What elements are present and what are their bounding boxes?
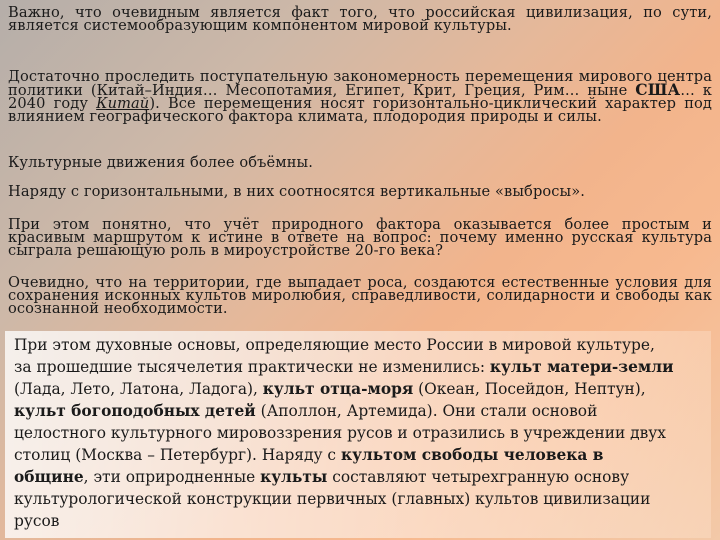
cult-divine-children: культ богоподобных детей	[14, 402, 256, 420]
text-run: , эти оприродненные	[83, 468, 261, 486]
paragraph-vertical-bursts: Наряду с горизонтальными, в них соотносятся вертикальные «выбросы».	[8, 183, 586, 200]
usa-emphasis: США	[635, 80, 681, 100]
paragraph-natural-factor: При этом понятно, что учёт природного фактора оказывается более простым и красивым маршрутом к истине в ответе на вопрос: почему именно русская культура сыграла решающую роль в мироустройстве 20-го века?	[8, 216, 712, 259]
paragraph-spiritual-foundations	[14, 334, 674, 532]
text-run: составляют четырехгранную основу культурологической конструкции первичных (главных) культов цивилизации русов	[14, 468, 651, 530]
china-underlined: Китай	[96, 95, 150, 113]
paragraph-dew-territory: Очевидно, что на территории, где выпадает роса, создаются естественные условия для сохранения исконных культов миролюбия, справедливости, солидарности и свободы как осознанной необходимости.	[8, 274, 712, 317]
text-run: (Океан, Посейдон, Нептун),	[413, 380, 646, 398]
paragraph-cultural-movements: Культурные движения более объёмны.	[8, 154, 313, 171]
cults-word: культы	[260, 468, 328, 486]
text-run: (Аполлон, Артемида). Они стали основой целостного культурного мировоззрения русов и отразились в учреждении двух столиц (Москва – Петербург). Наряду с	[14, 402, 666, 464]
text-run: При этом духовные основы, определяющие место России в мировой культуре, за прошедшие тысячелетия практически не изменились:	[14, 336, 655, 376]
text-run: ). Все перемещения носят горизонтально-циклический характер под влиянием географического фактора климата, плодородия природы и силы.	[8, 95, 712, 126]
text-run: Достаточно проследить поступательную закономерность перемещения мирового центра политики (Китай–Индия… Месопотамия, Египет, Крит, Греция, Рим… ныне	[8, 68, 712, 100]
cult-mother-earth: культ матери-земли	[489, 358, 674, 376]
cult-father-sea: культ отца-моря	[262, 380, 414, 398]
highlight-box	[5, 331, 711, 538]
text-run: … к 2040 году	[8, 82, 712, 113]
paragraph-political-center	[8, 68, 712, 126]
paragraph-intro: Важно, что очевидным является факт того, что российская цивилизация, по сути, является системообразующим компонентом мировой культуры.	[8, 4, 712, 35]
cult-freedom-in-community: культом свободы человека в общине	[14, 446, 604, 486]
text-run: (Лада, Лето, Латона, Ладога),	[14, 380, 263, 398]
